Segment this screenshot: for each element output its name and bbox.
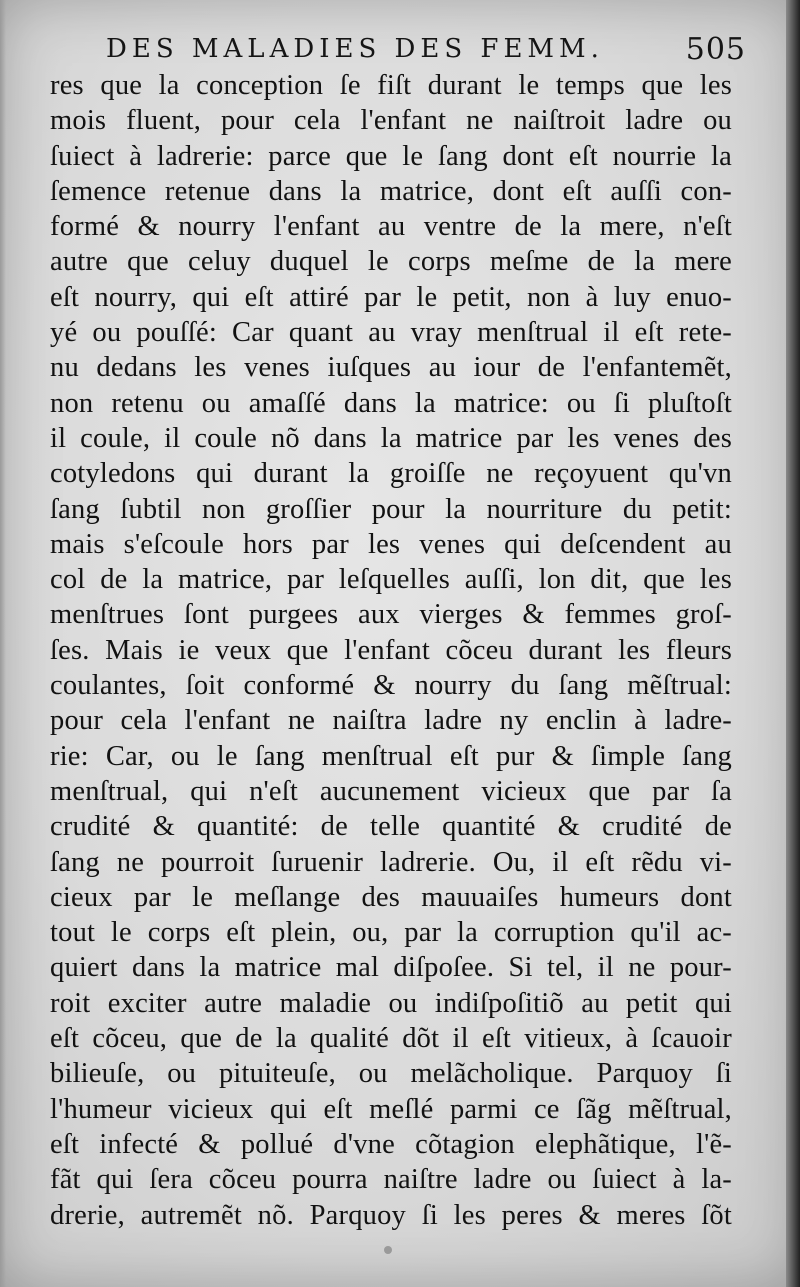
text-line: mois fluent, pour cela l'enfant ne naiſtroit ladre ou [50, 105, 732, 137]
text-line: il coule, il coule nõ dans la matrice par les venes des [50, 422, 732, 454]
text-line: pour cela l'enfant ne naiſtra ladre ny enclin à ladre- [50, 705, 732, 737]
text-line: roit exciter autre maladie ou indiſpoſitiõ au petit qui [50, 987, 732, 1019]
text-line: ſemence retenue dans la matrice, dont eſt auſſi con- [50, 175, 732, 207]
text-line: tout le corps eſt plein, ou, par la corruption qu'il ac- [50, 917, 732, 949]
text-line: rie: Car, ou le ſang menſtrual eſt pur & ſimple ſang [50, 740, 732, 772]
page-number: 505 [685, 32, 746, 67]
running-title: DES MALADIES DES FEMM. [106, 34, 604, 64]
text-line: ſes. Mais ie veux que l'enfant cõceu durant les fleurs [50, 634, 732, 666]
text-line: eſt nourry, qui eſt attiré par le petit, non à luy enuo- [50, 281, 732, 313]
text-line: eſt cõceu, que de la qualité dõt il eſt vitieux, à ſcauoir [50, 1023, 732, 1055]
text-line: bilieuſe, ou pituiteuſe, ou melãcholique. Parquoy ſi [50, 1058, 732, 1090]
text-line: mais s'eſcoule hors par les venes qui deſcendent au [50, 528, 732, 560]
text-line: yé ou pouſſé: Car quant au vray menſtrual il eſt rete- [50, 317, 732, 349]
text-line: eſt infecté & pollué d'vne cõtagion elephãtique, l'ẽ- [50, 1128, 732, 1160]
text-line: fãt qui ſera cõceu pourra naiſtre ladre ou ſuiect à la- [50, 1164, 732, 1196]
text-line: cotyledons qui durant la groiſſe ne reçoyuent qu'vn [50, 458, 732, 490]
text-line: menſtrues ſont purgees aux vierges & femmes groſ- [50, 599, 732, 631]
text-line: res que la conception ſe fiſt durant le temps que les [50, 70, 732, 101]
body-text [50, 68, 732, 1233]
page-right-edge-shadow [786, 0, 800, 1287]
text-line: nu dedans les venes iuſques au iour de l'enfantemẽt, [50, 352, 732, 384]
text-line: non retenu ou amaſſé dans la matrice: ou ſi pluſtoſt [50, 387, 732, 419]
text-line: autre que celuy duquel le corps meſme de la mere [50, 246, 732, 278]
text-line: ſang ſubtil non groſſier pour la nourriture du petit: [50, 493, 732, 525]
text-line: formé & nourry l'enfant au ventre de la mere, n'eſt [50, 211, 732, 243]
running-head [106, 30, 746, 70]
text-line: col de la matrice, par leſquelles auſſi, lon dit, que les [50, 564, 732, 596]
paper-spot [384, 1246, 392, 1254]
page-left-edge [0, 0, 6, 1287]
text-line: ſang ne pourroit ſuruenir ladrerie. Ou, il eſt rẽdu vi- [50, 846, 732, 878]
text-line: cieux par le meſlange des mauuaiſes humeurs dont [50, 881, 732, 913]
text-line: quiert dans la matrice mal diſpoſee. Si tel, il ne pour- [50, 952, 732, 984]
text-line: coulantes, ſoit conformé & nourry du ſang mẽſtrual: [50, 670, 732, 702]
text-line: drerie, autremẽt nõ. Parquoy ſi les peres & meres ſõt [50, 1199, 732, 1231]
text-line: l'humeur vicieux qui eſt meſlé parmi ce ſãg mẽſtrual, [50, 1093, 732, 1125]
text-line: ſuiect à ladrerie: parce que le ſang dont eſt nourrie la [50, 140, 732, 172]
text-line: crudité & quantité: de telle quantité & crudité de [50, 811, 732, 843]
text-line: menſtrual, qui n'eſt aucunement vicieux que par ſa [50, 775, 732, 807]
